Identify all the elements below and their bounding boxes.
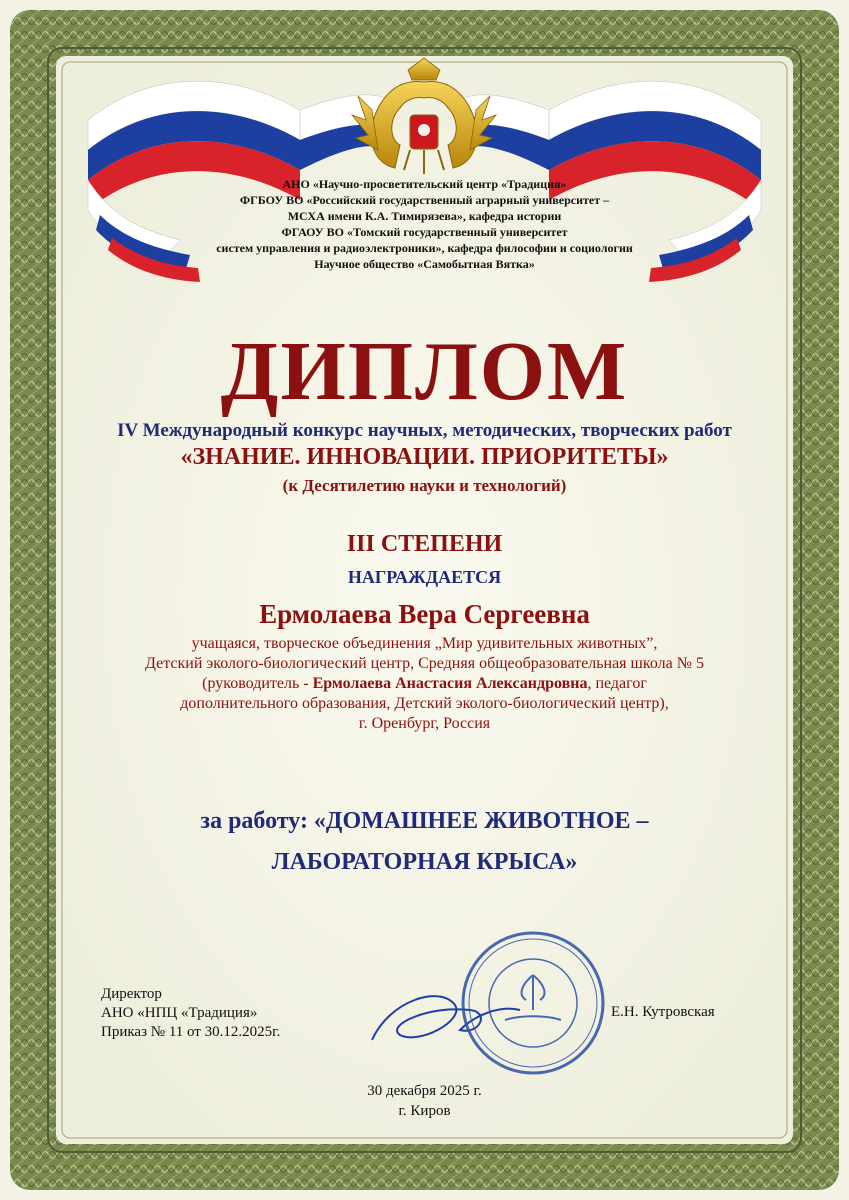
recipient-name: Ермолаева Вера Сергеевна xyxy=(259,599,590,629)
degree-label: III СТЕПЕНИ xyxy=(346,531,503,557)
organizer-line: МСХА имени К.А. Тимирязева», кафедра истории xyxy=(287,209,562,223)
description-line: дополнительного образования, Детский эколого-биологический центр), xyxy=(180,695,669,712)
signer-name: Е.Н. Кутровская xyxy=(611,1004,715,1020)
director-role: Директор xyxy=(101,986,162,1002)
issue-city: г. Киров xyxy=(398,1103,451,1119)
description-line: учащаяся, творческое объединения „Мир удивительных животных”, xyxy=(191,635,658,652)
organizer-line: АНО «Научно-просветительский центр «Традиция» xyxy=(282,177,567,191)
supervisor-suffix: , педагог xyxy=(587,675,647,692)
organizers-block xyxy=(0,176,849,272)
director-org: АНО «НПЦ «Традиция» xyxy=(101,1005,258,1021)
recipient-description xyxy=(0,634,849,734)
description-line xyxy=(0,674,849,694)
supervisor-name: Ермолаева Анастасия Александровна xyxy=(312,675,588,692)
description-line: г. Оренбург, Россия xyxy=(358,715,491,732)
footer xyxy=(0,1081,849,1121)
contest-line: IV Международный конкурс научных, методических, творческих работ xyxy=(117,420,732,441)
supervisor-prefix: (руководитель - xyxy=(202,675,313,692)
diploma-title: ДИПЛОМ xyxy=(220,325,629,418)
organizer-line: систем управления и радиоэлектроники», кафедра философии и социологии xyxy=(216,241,633,255)
director-block xyxy=(101,985,280,1042)
contest-name: «ЗНАНИЕ. ИННОВАЦИИ. ПРИОРИТЕТЫ» xyxy=(180,444,669,470)
organizer-line: ФГБОУ ВО «Российский государственный аграрный университет – xyxy=(239,193,610,207)
order-number: Приказ № 11 от 30.12.2025г. xyxy=(101,1024,281,1040)
issue-date: 30 декабря 2025 г. xyxy=(367,1083,482,1099)
work-title-line1: за работу: «ДОМАШНЕЕ ЖИВОТНОЕ – xyxy=(200,808,649,834)
organizer-line: ФГАОУ ВО «Томский государственный университет xyxy=(281,225,568,239)
contest-subtitle: (к Десятилетию науки и технологий) xyxy=(282,476,567,495)
award-label: НАГРАЖДАЕТСЯ xyxy=(347,567,502,587)
work-title-line2: ЛАБОРАТОРНАЯ КРЫСА» xyxy=(271,849,578,875)
organizer-line: Научное общество «Самобытная Вятка» xyxy=(314,257,535,271)
description-line: Детский эколого-биологический центр, Средняя общеобразовательная школа № 5 xyxy=(145,655,704,672)
